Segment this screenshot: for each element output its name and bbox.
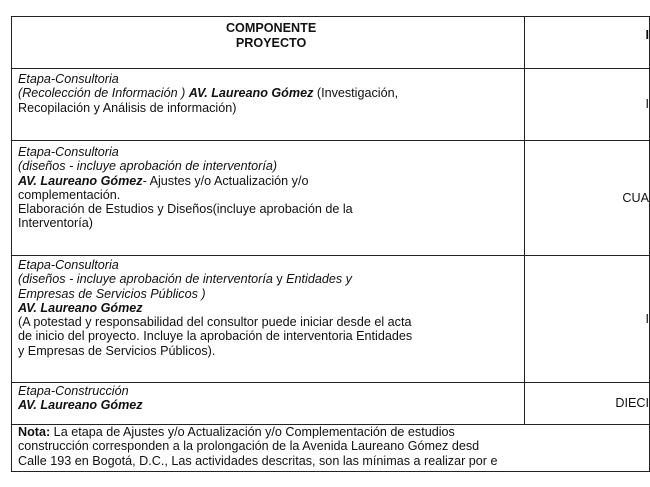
table-header-row bbox=[12, 17, 650, 69]
header-col2-cell: I bbox=[525, 17, 650, 69]
component-cell bbox=[12, 141, 525, 256]
avenue-label: AV. Laureano Gómez bbox=[18, 173, 143, 188]
row-text-line: y Empresas de Servicios Públicos). bbox=[18, 343, 216, 358]
stage-label: Etapa-Consultoria bbox=[18, 145, 119, 159]
row-text: - Ajustes y/o Actualización y/o bbox=[142, 173, 309, 188]
row-text-line: de inicio del proyecto. Incluye la aprobación de interventoria Entidades bbox=[18, 329, 413, 344]
row-text-line: (A potestad y responsabilidad del consultor puede iniciar desde el acta bbox=[18, 315, 412, 330]
component-table bbox=[11, 16, 650, 472]
table-row bbox=[12, 383, 650, 425]
duration-cell: I bbox=[525, 69, 650, 141]
row-text: (Investigación, bbox=[313, 86, 399, 101]
table-row bbox=[12, 141, 650, 256]
avenue-label: AV. Laureano Gómez bbox=[188, 86, 314, 101]
table-row bbox=[12, 69, 650, 141]
duration-cell: I bbox=[525, 256, 650, 383]
note-text-line: construcción corresponden a la prolongación de la Avenida Laureano Gómez desd bbox=[18, 439, 480, 454]
avenue-label: AV. Laureano Gómez bbox=[18, 398, 143, 413]
header-line-1: COMPONENTE bbox=[225, 21, 317, 35]
stage-label: Etapa-Consultoria bbox=[18, 258, 119, 272]
row-subtitle: (Recolección de Información ) bbox=[18, 86, 189, 101]
component-cell bbox=[12, 69, 525, 141]
duration-cell: CUA bbox=[525, 141, 650, 256]
stage-label: Etapa-Construcción bbox=[18, 384, 129, 398]
row-subtitle-2: Entidades y bbox=[286, 272, 352, 287]
stage-label: Etapa-Consultoria bbox=[18, 72, 119, 86]
row-text-line: Interventoría) bbox=[18, 216, 93, 231]
avenue-label: AV. Laureano Gómez bbox=[18, 300, 143, 315]
note-cell bbox=[12, 425, 650, 472]
row-text-line: Elaboración de Estudios y Diseños(incluye aprobación de la bbox=[18, 202, 353, 217]
component-cell bbox=[12, 383, 525, 425]
component-cell bbox=[12, 256, 525, 383]
row-subtitle-line: Empresas de Servicios Públicos ) bbox=[18, 286, 206, 301]
row-text: y bbox=[272, 272, 287, 287]
note-text-line: Calle 193 en Bogotá, D.C., Las actividades descritas, son las mínimas a realizar por e bbox=[18, 453, 498, 468]
duration-cell: DIECI bbox=[525, 383, 650, 425]
header-line-2: PROYECTO bbox=[235, 35, 307, 50]
note-label: Nota: bbox=[18, 425, 51, 439]
table-row bbox=[12, 256, 650, 383]
row-text-line: complementación. bbox=[18, 187, 121, 202]
row-subtitle: (diseños - incluye aprobación de interventoría bbox=[18, 272, 273, 287]
row-subtitle: (diseños - incluye aprobación de interventoría) bbox=[18, 159, 278, 174]
note-text: La etapa de Ajustes y/o Actualización y/o Complementación de estudios bbox=[50, 425, 455, 439]
row-text-line: Recopilación y Análisis de información) bbox=[18, 100, 237, 115]
note-row bbox=[12, 425, 650, 472]
header-componente-cell bbox=[12, 17, 525, 69]
